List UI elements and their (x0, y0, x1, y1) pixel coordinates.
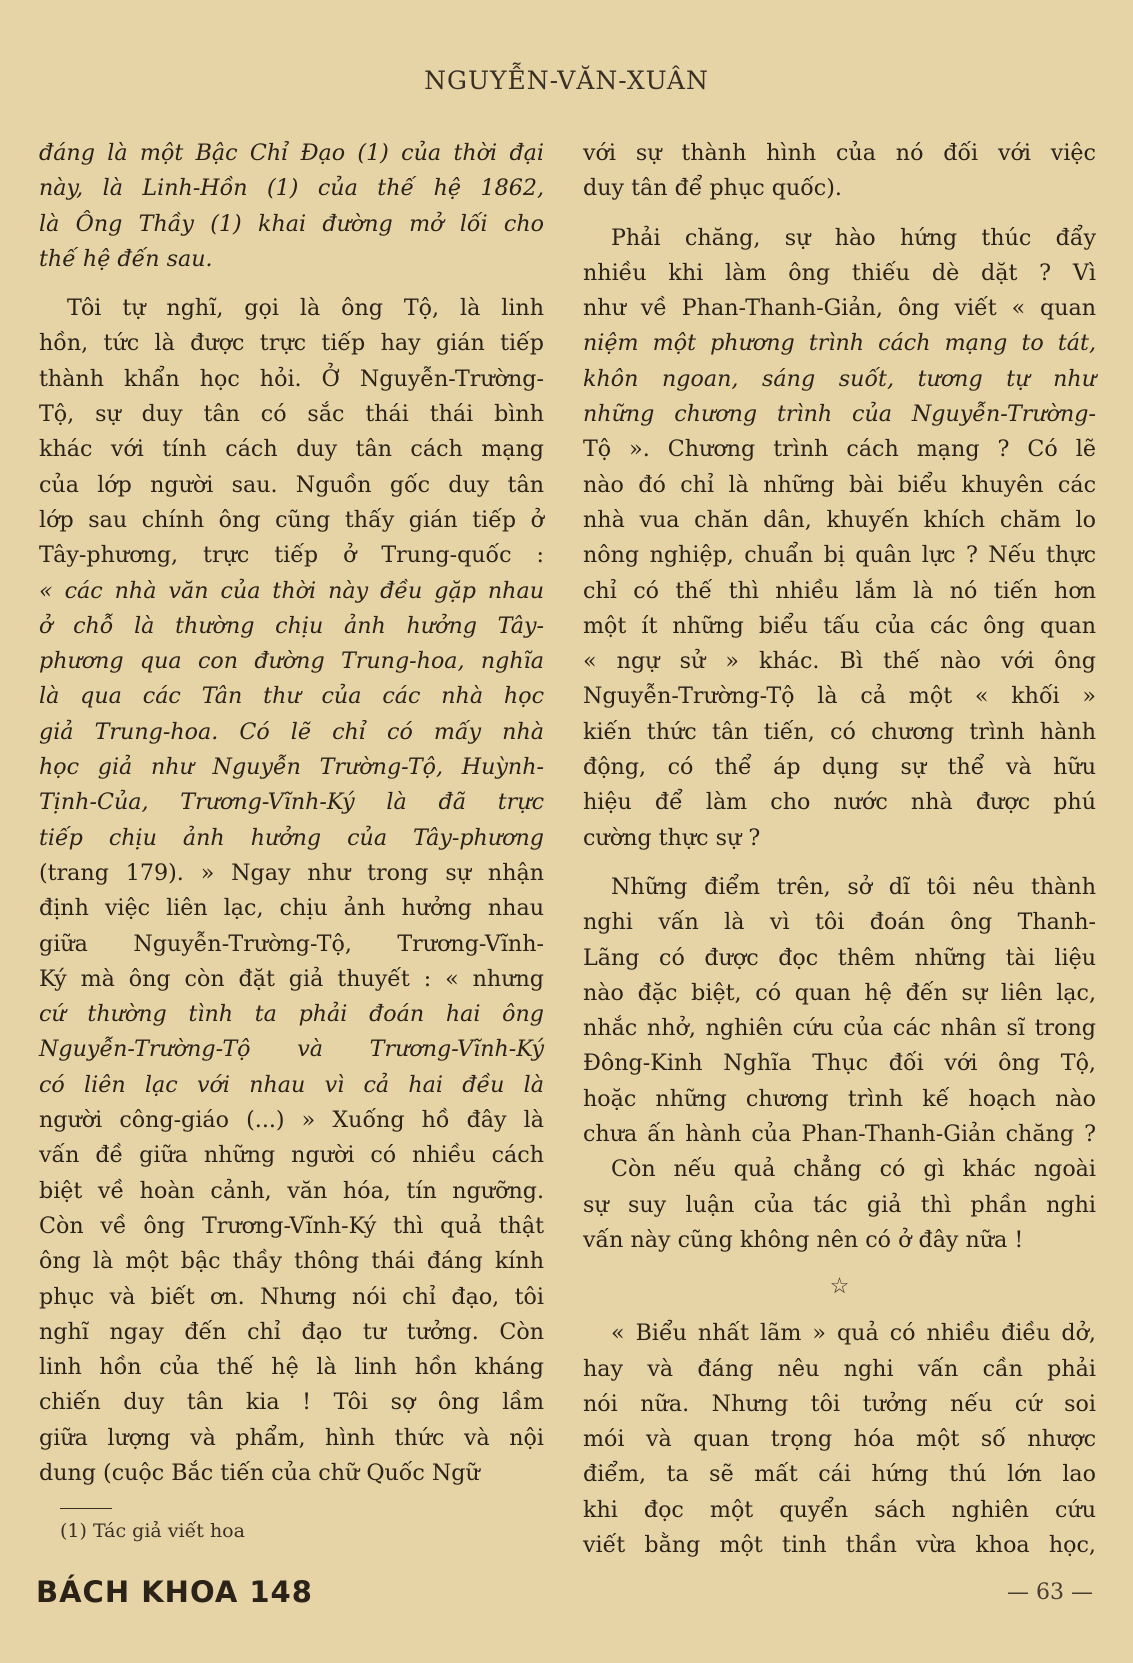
text-line: này, là Linh-Hồn (1) của thế hệ 1862, (39, 175, 544, 202)
text-line: của lớp người sau. Nguồn gốc duy tân (39, 471, 544, 498)
text-line: « Biểu nhất lãm » quả có nhiều điều dở, (611, 1320, 1096, 1347)
text-line: Còn về ông Trương-Vĩnh-Ký thì quả thật (39, 1212, 544, 1239)
text-line: cường thực sự ? (583, 824, 761, 851)
page-number: — 63 — (1007, 1580, 1093, 1605)
text-line: nghĩ ngay đến chỉ đạo tư tưởng. Còn (39, 1318, 544, 1345)
text-line: định việc liên lạc, chịu ảnh hưởng nhau (39, 895, 544, 922)
text-line: nói nữa. Nhưng tôi tưởng nếu cứ soi (583, 1390, 1096, 1417)
text-line: Tịnh-Của, Trương-Vĩnh-Ký là đã trực (39, 789, 544, 816)
magazine-name: BÁCH KHOA 148 (36, 1575, 313, 1609)
text-line: điểm, ta sẽ mất cái hứng thú lớn lao (583, 1461, 1096, 1488)
text-line: duy tân để phục quốc). (583, 175, 842, 202)
paragraph-gap (39, 277, 544, 291)
text-line: chưa ấn hành của Phan-Thanh-Giản chăng ? (583, 1121, 1096, 1148)
text-line: chiến duy tân kia ! Tôi sợ ông lầm (39, 1389, 544, 1416)
text-line: Đông-Kinh Nghĩa Thục đối với ông Tộ, (583, 1050, 1096, 1077)
text-line: (trang 179). » Ngay như trong sự nhận (39, 859, 544, 886)
text-line: Những điểm trên, sở dĩ tôi nêu thành (611, 873, 1096, 900)
text-line: nghi vấn là vì tôi đoán ông Thanh- (583, 909, 1096, 936)
text-line: giữa Nguyễn-Trường-Tộ, Trương-Vĩnh- (39, 930, 544, 957)
text-line: như về Phan-Thanh-Giản, ông viết « quan (583, 295, 1096, 322)
text-line: hay và đáng nêu nghi vấn cần phải (583, 1355, 1096, 1382)
text-line: mói và quan trọng hóa một số nhược (583, 1426, 1096, 1453)
text-line: động, có thể áp dụng sự thể và hữu (583, 754, 1096, 781)
text-line: Ký mà ông còn đặt giả thuyết : « nhưng (39, 965, 544, 992)
text-line: Tộ, sự duy tân có sắc thái thái bình (39, 401, 544, 428)
text-line: « các nhà văn của thời này đều gặp nhau (39, 577, 544, 604)
text-line: đáng là một Bậc Chỉ Đạo (1) của thời đại (39, 140, 544, 166)
text-line: thế hệ đến sau. (39, 245, 213, 272)
text-line: một ít những biểu tấu của các ông quan (583, 612, 1096, 639)
text-line: chỉ có thế thì nhiều lắm là nó tiến hơn (583, 577, 1096, 604)
text-line: niệm một phương trình cách mạng to tát, (583, 330, 1096, 357)
text-line: vấn này cũng không nên có ở đây nữa ! (583, 1226, 1024, 1253)
text-line: nào đó chỉ là những bài biểu khuyên các (583, 471, 1096, 498)
text-line: nhiều khi làm ông thiếu dè dặt ? Vì (583, 259, 1096, 286)
text-line: thành khẩn học hỏi. Ở Nguyễn-Trường- (39, 365, 544, 392)
paragraph-gap (583, 856, 1096, 870)
text-line: khi đọc một quyển sách nghiên cứu (583, 1496, 1096, 1523)
text-line: Tộ ». Chương trình cách mạng ? Có lẽ (583, 436, 1096, 463)
text-line: « ngự sử » khác. Bì thế nào với ông (583, 648, 1096, 675)
text-line: ở chỗ là thường chịu ảnh hưởng Tây- (39, 612, 544, 639)
text-line: Tây-phương, trực tiếp ở Trung-quốc : (39, 542, 544, 569)
text-line: Nguyễn-Trường-Tộ và Trương-Vĩnh-Ký (39, 1036, 544, 1063)
text-line: giữa lượng và phẩm, hình thức và nội (39, 1424, 544, 1451)
text-line: khác với tính cách duy tân cách mạng (39, 436, 544, 463)
footnote: (1) Tác giả viết hoa (60, 1520, 245, 1542)
text-line: lớp sau chính ông cũng thấy gián tiếp ở (39, 506, 544, 533)
text-line: Tôi tự nghĩ, gọi là ông Tộ, là linh (67, 295, 544, 322)
text-line: viết bằng một tinh thần vừa khoa học, (583, 1531, 1096, 1558)
text-line: Còn nếu quả chẳng có gì khác ngoài (611, 1156, 1096, 1183)
text-line: là Ông Thầy (1) khai đường mở lối cho (39, 210, 544, 237)
text-line: Lãng có được đọc thêm những tài liệu (583, 944, 1096, 971)
right-column (583, 136, 1096, 1563)
text-line: Nguyễn-Trường-Tộ là cả một « khối » (583, 683, 1096, 710)
section-separator: ☆ (829, 1274, 850, 1300)
text-line: với sự thành hình của nó đối với việc (583, 140, 1096, 166)
text-line: có liên lạc với nhau vì cả hai đều là (39, 1071, 544, 1098)
text-line: Phải chăng, sự hào hứng thúc đẩy (611, 224, 1096, 251)
text-line: khôn ngoan, sáng suốt, tương tự như (583, 365, 1096, 392)
text-line: những chương trình của Nguyễn-Trường- (583, 401, 1096, 428)
text-line: nhà vua chăn dân, khuyến khích chăm lo (583, 506, 1096, 533)
text-line: người công-giáo (...) » Xuống hồ đây là (39, 1107, 544, 1134)
text-line: nông nghiệp, chuẩn bị quân lực ? Nếu thực (583, 542, 1096, 569)
text-line: cứ thường tình ta phải đoán hai ông (39, 1001, 544, 1028)
footnote-rule (60, 1508, 112, 1509)
text-line: kiến thức tân tiến, có chương trình hành (583, 718, 1096, 745)
text-line: hiệu để làm cho nước nhà được phú (583, 789, 1096, 816)
text-line: vấn đề giữa những người có nhiều cách (39, 1142, 544, 1169)
text-line: nào đặc biệt, có quan hệ đến sự liên lạc, (583, 979, 1096, 1006)
text-line: phương qua con đường Trung-hoa, nghĩa (39, 648, 544, 675)
text-line: ông là một bậc thầy thông thái đáng kính (39, 1248, 544, 1275)
text-line: phục và biết ơn. Nhưng nói chỉ đạo, tôi (39, 1283, 544, 1310)
text-line: nhắc nhở, nghiên cứu của các nhân sĩ trong (583, 1015, 1096, 1042)
text-line: giả Trung-hoa. Có lẽ chỉ có mấy nhà (39, 718, 544, 745)
text-line: hồn, tức là được trực tiếp hay gián tiếp (39, 330, 544, 357)
text-line: linh hồn của thế hệ là linh hồn kháng (39, 1354, 544, 1381)
text-line: sự suy luận của tác giả thì phần nghi (583, 1191, 1096, 1218)
text-line: học giả như Nguyễn Trường-Tộ, Huỳnh- (39, 754, 544, 781)
text-line: hoặc những chương trình kế hoạch nào (583, 1085, 1096, 1112)
running-header: NGUYỄN-VĂN-XUÂN (424, 66, 709, 95)
left-column (39, 136, 544, 1491)
text-line: là qua các Tân thư của các nhà học (39, 683, 544, 710)
text-line: tiếp chịu ảnh hưởng của Tây-phương (39, 824, 544, 851)
text-line: dung (cuộc Bắc tiến của chữ Quốc Ngữ (39, 1459, 480, 1486)
text-line: biệt về hoàn cảnh, văn hóa, tín ngưỡng. (39, 1177, 544, 1204)
paragraph-gap (583, 207, 1096, 221)
